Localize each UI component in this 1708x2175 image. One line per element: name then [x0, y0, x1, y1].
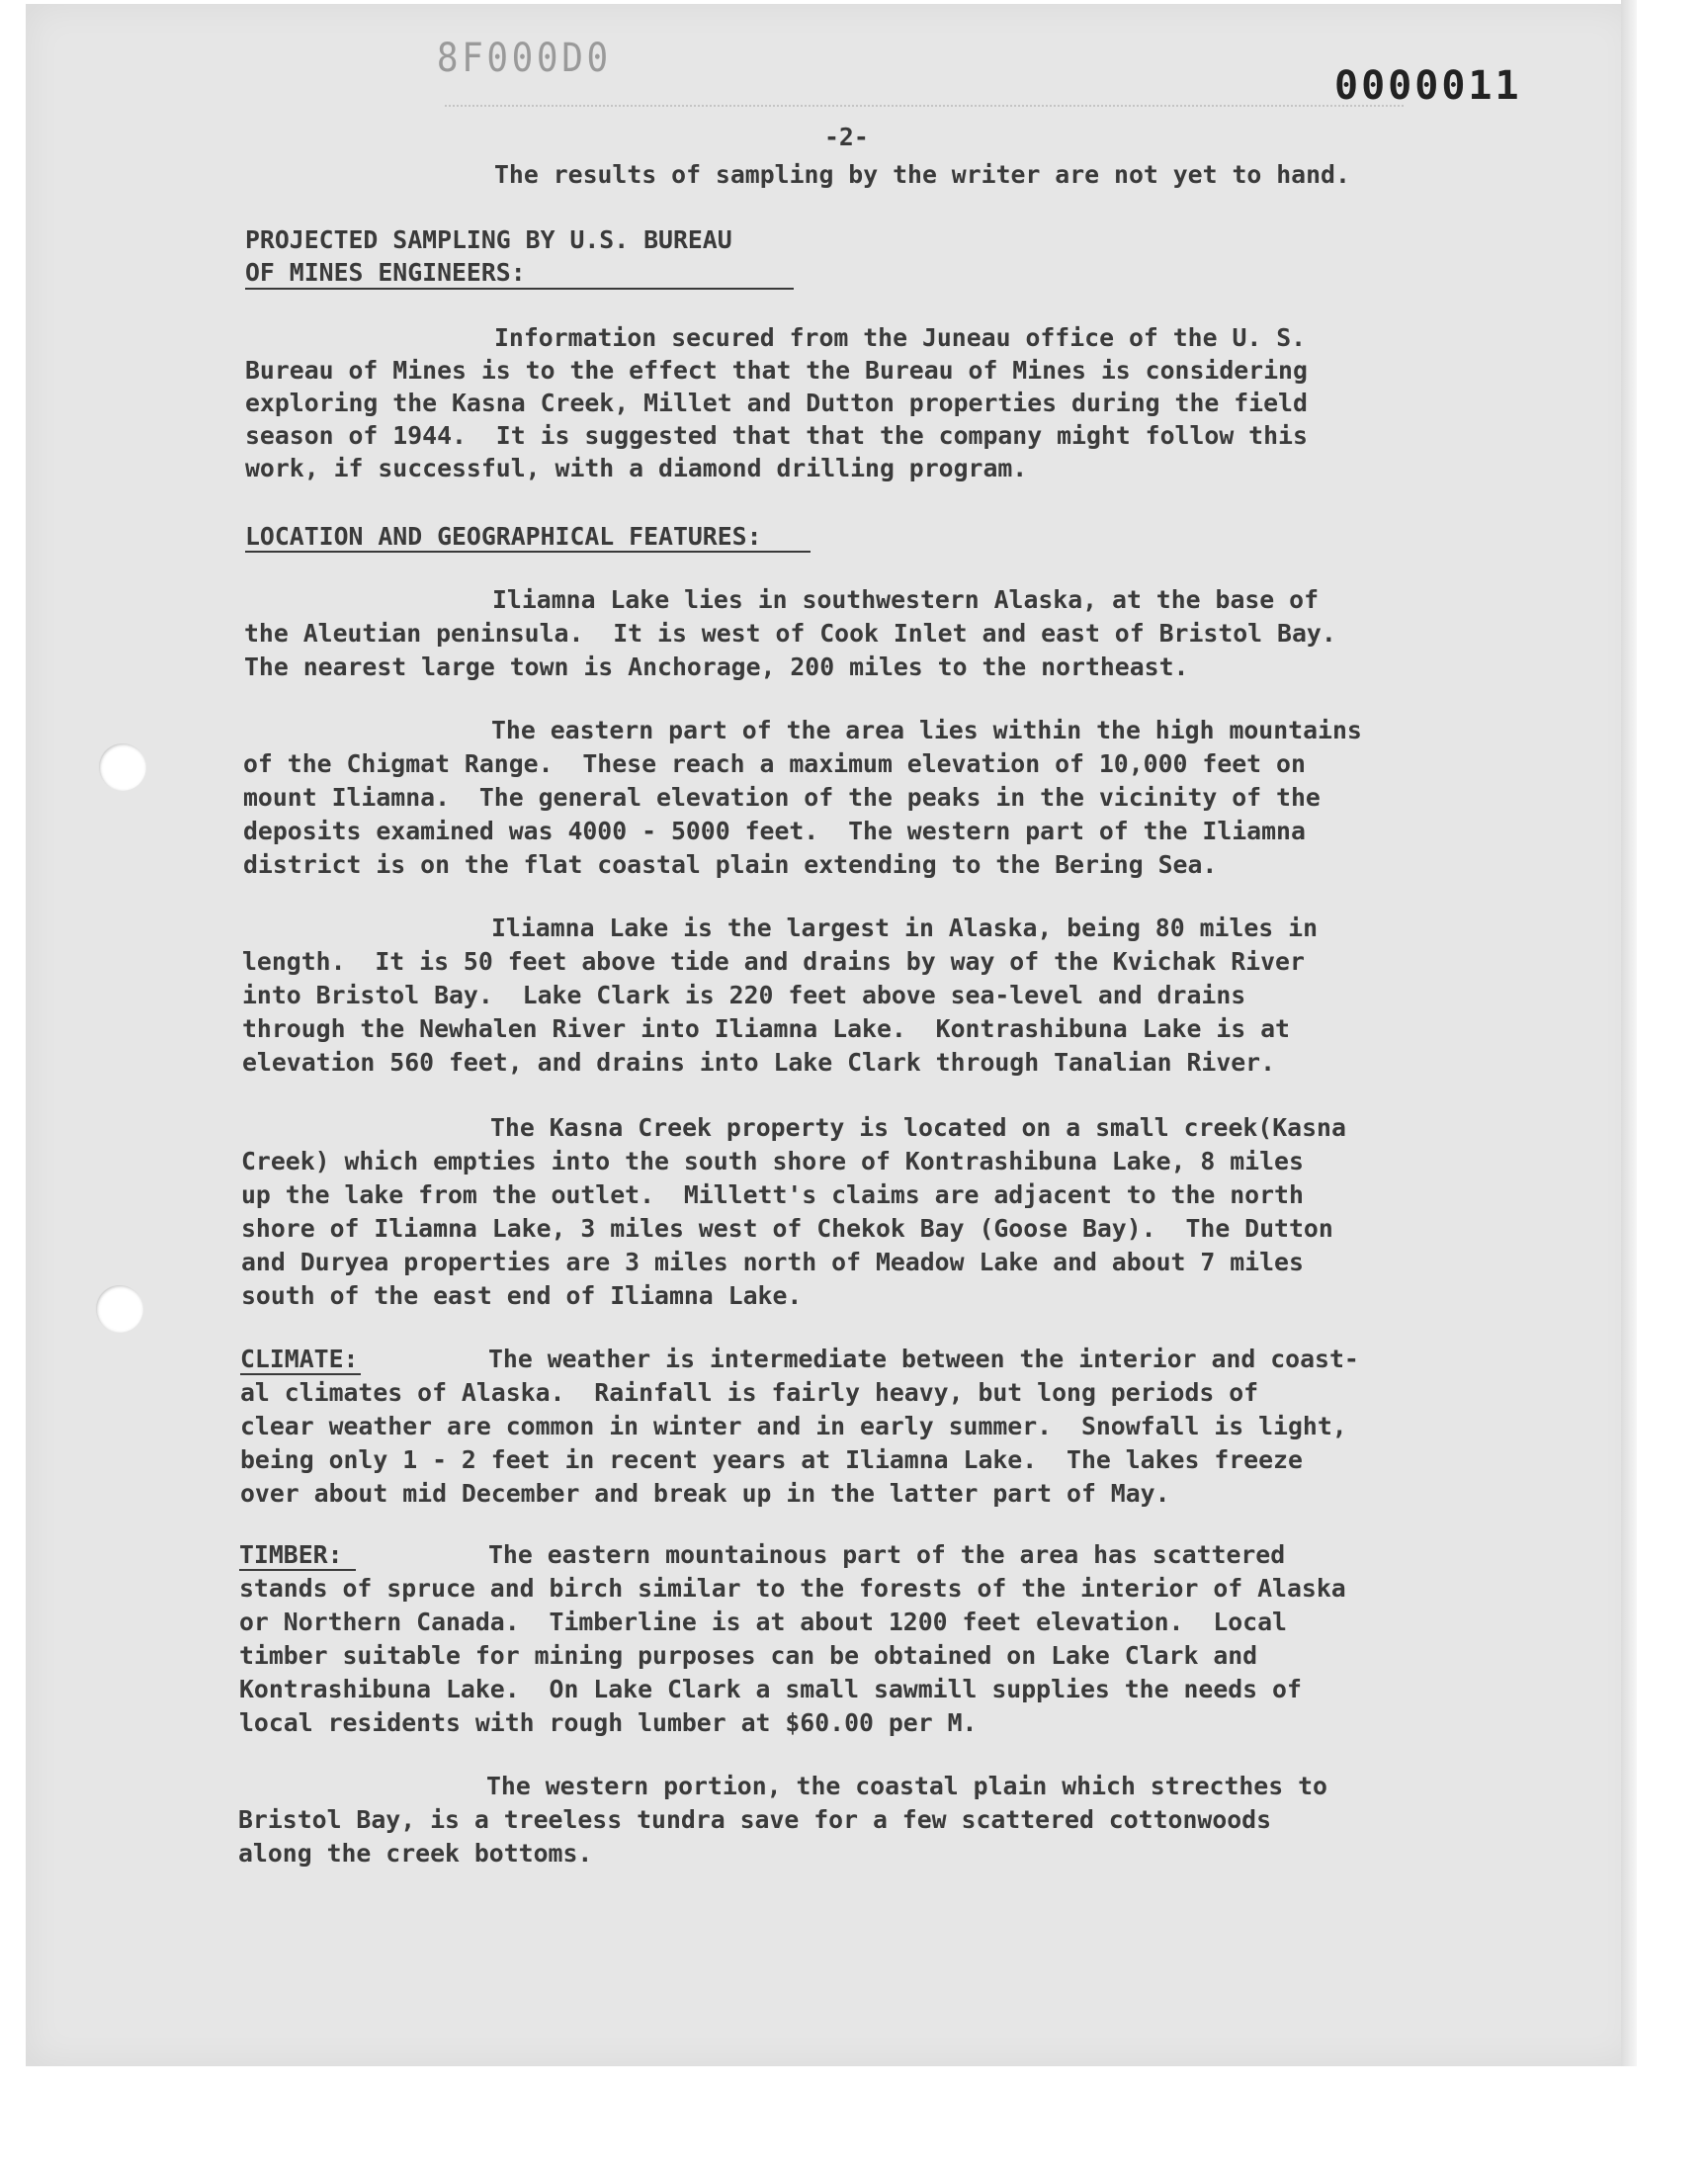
timber-para2-line: The western portion, the coastal plain which strecthes to	[486, 1772, 1327, 1800]
timber-para2-line: Bristol Bay, is a treeless tundra save for a few scattered cottonwoods	[238, 1805, 1272, 1834]
location-para2-line: district is on the flat coastal plain extending to the Bering Sea.	[243, 850, 1218, 879]
timber-para-line: local residents with rough lumber at $60.00 per M.	[239, 1708, 978, 1737]
location-para1-line: the Aleutian peninsula. It is west of Cook Inlet and east of Bristol Bay.	[244, 619, 1336, 648]
heading-underline	[245, 288, 794, 290]
location-para4-line: The Kasna Creek property is located on a small creek(Kasna	[490, 1113, 1346, 1142]
paper-edge	[1621, 0, 1637, 2066]
climate-para-line: The weather is intermediate between the interior and coast-	[488, 1345, 1359, 1373]
location-para2-line: The eastern part of the area lies within the high mountains	[491, 716, 1362, 744]
timber-para-line: The eastern mountainous part of the area has scattered	[488, 1540, 1286, 1569]
projected-para-line: Information secured from the Juneau office of the U. S.	[494, 323, 1307, 352]
location-para4-line: and Duryea properties are 3 miles north of Meadow Lake and about 7 miles	[241, 1248, 1304, 1276]
projected-para-line: work, if successful, with a diamond drilling program.	[245, 454, 1028, 482]
location-para2-line: of the Chigmat Range. These reach a maximum elevation of 10,000 feet on	[243, 749, 1306, 778]
page-number: -2-	[824, 123, 869, 151]
location-para4-line: Creek) which empties into the south shore of Kontrashibuna Lake, 8 miles	[241, 1147, 1304, 1175]
heading-underline	[245, 551, 811, 553]
climate-para-line: over about mid December and break up in the latter part of May.	[240, 1479, 1170, 1508]
heading-projected-sampling-line1: PROJECTED SAMPLING BY U.S. BUREAU	[245, 225, 732, 254]
timber-para2-line: along the creek bottoms.	[238, 1839, 593, 1868]
timber-para-line: timber suitable for mining purposes can be obtained on Lake Clark and	[239, 1641, 1258, 1670]
climate-para-line: being only 1 - 2 feet in recent years at Iliamna Lake. The lakes freeze	[240, 1445, 1303, 1474]
timber-para-line: or Northern Canada. Timberline is at about 1200 feet elevation. Local	[239, 1608, 1287, 1636]
projected-para-line: Bureau of Mines is to the effect that the Bureau of Mines is considering	[245, 356, 1308, 385]
location-para3-line: into Bristol Bay. Lake Clark is 220 feet above sea-level and drains	[242, 981, 1246, 1009]
location-para4-line: south of the east end of Iliamna Lake.	[241, 1281, 803, 1310]
document-number-stamp: 0000011	[1334, 63, 1522, 109]
punch-hole-upper	[99, 743, 146, 791]
location-para4-line: up the lake from the outlet. Millett's claims are adjacent to the north	[241, 1180, 1304, 1209]
faint-bleed-through-line	[445, 105, 1404, 109]
location-para1-line: The nearest large town is Anchorage, 200 miles to the northeast.	[244, 652, 1189, 681]
location-para3-line: through the Newhalen River into Iliamna Lake. Kontrashibuna Lake is at	[242, 1014, 1290, 1043]
projected-para-line: season of 1944. It is suggested that that the company might follow this	[245, 421, 1308, 450]
location-para4-line: shore of Iliamna Lake, 3 miles west of Chekok Bay (Goose Bay). The Dutton	[241, 1214, 1333, 1243]
location-para3-line: Iliamna Lake is the largest in Alaska, being 80 miles in	[491, 914, 1319, 942]
location-para2-line: deposits examined was 4000 - 5000 feet. The western part of the Iliamna	[243, 817, 1306, 845]
heading-underline	[239, 1569, 356, 1571]
heading-climate: CLIMATE:	[240, 1345, 359, 1373]
heading-underline	[240, 1373, 361, 1375]
timber-para-line: stands of spruce and birch similar to the forests of the interior of Alaska	[239, 1574, 1346, 1603]
location-para3-line: elevation 560 feet, and drains into Lake Clark through Tanalian River.	[242, 1048, 1276, 1077]
climate-para-line: clear weather are common in winter and in early summer. Snowfall is light,	[240, 1412, 1347, 1440]
projected-para-line: exploring the Kasna Creek, Millet and Dutton properties during the field	[245, 389, 1308, 417]
punch-hole-lower	[96, 1285, 143, 1333]
intro-line: The results of sampling by the writer are not yet to hand.	[494, 160, 1350, 189]
timber-para-line: Kontrashibuna Lake. On Lake Clark a small sawmill supplies the needs of	[239, 1675, 1302, 1703]
location-para1-line: Iliamna Lake lies in southwestern Alaska, at the base of	[492, 585, 1320, 614]
heading-location: LOCATION AND GEOGRAPHICAL FEATURES:	[245, 522, 762, 551]
location-para3-line: length. It is 50 feet above tide and drains by way of the Kvichak River	[242, 947, 1305, 976]
location-para2-line: mount Iliamna. The general elevation of the peaks in the vicinity of the	[243, 783, 1321, 812]
climate-para-line: al climates of Alaska. Rainfall is fairly heavy, but long periods of	[240, 1378, 1259, 1407]
heading-timber: TIMBER:	[239, 1540, 343, 1569]
faint-stamp-number: 8F000D0	[436, 36, 612, 81]
heading-projected-sampling-line2: OF MINES ENGINEERS:	[245, 258, 526, 287]
